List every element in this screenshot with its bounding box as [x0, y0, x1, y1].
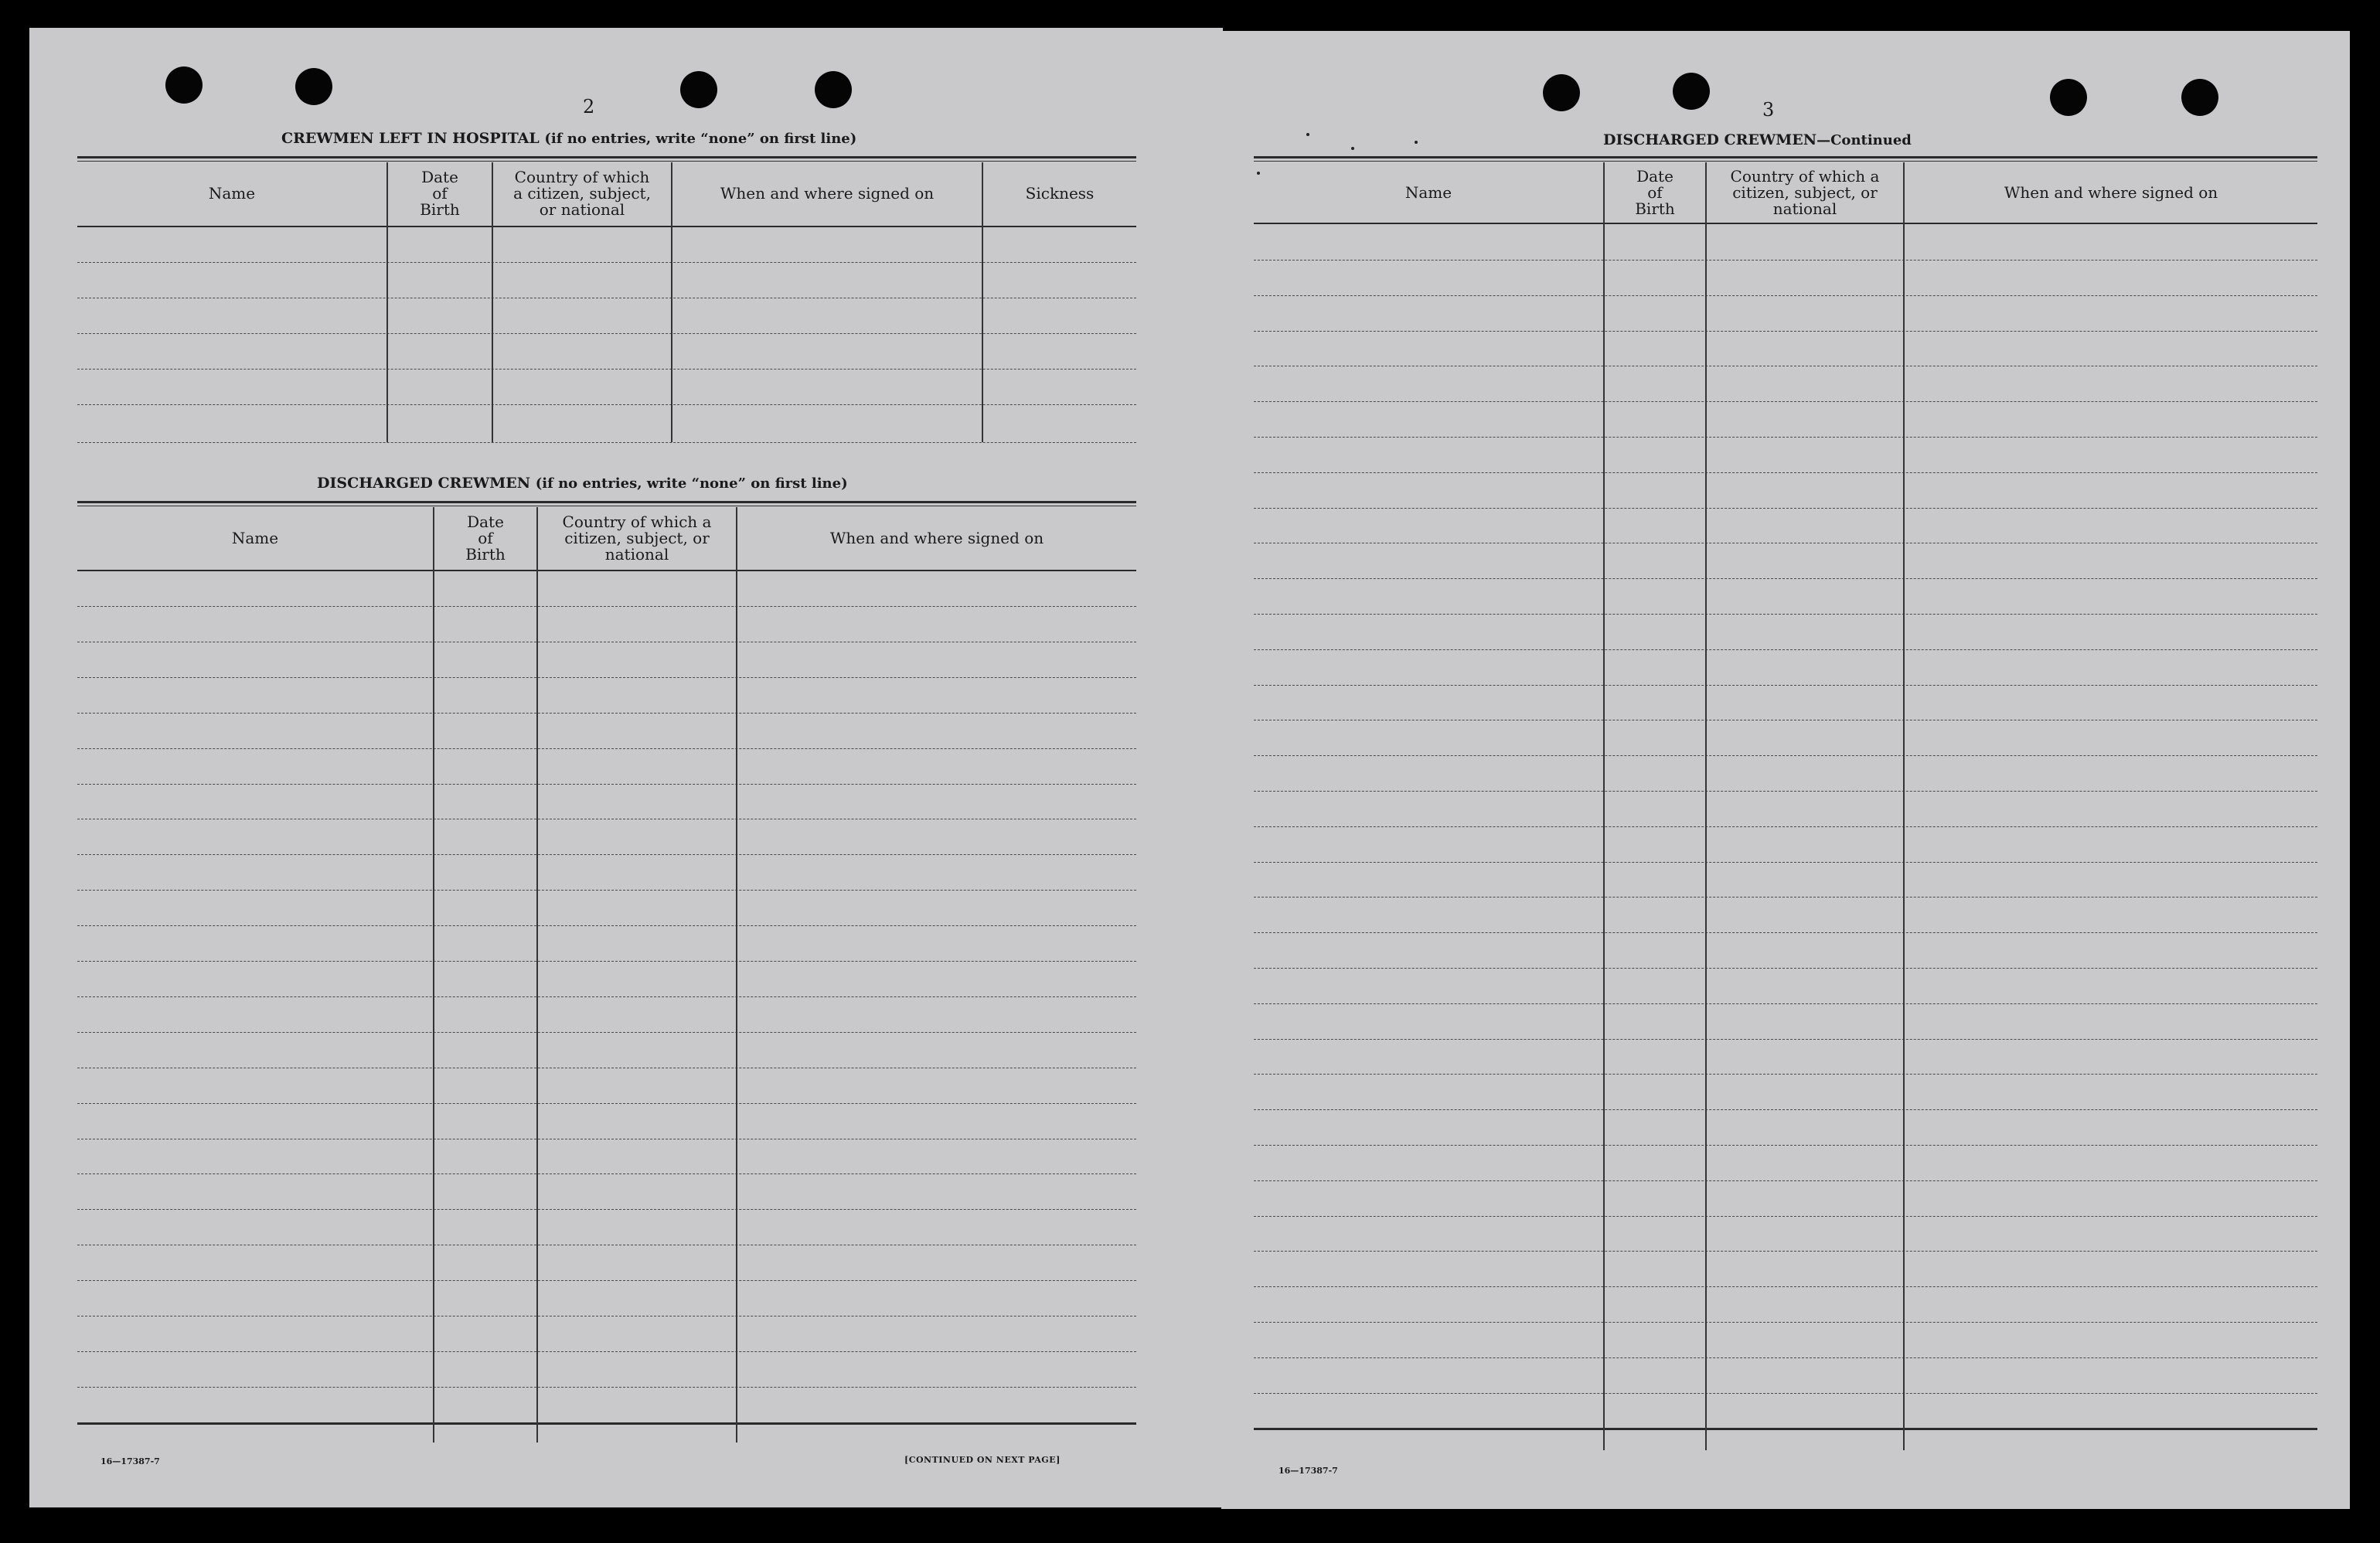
punch-hole-icon [815, 71, 852, 108]
table-row[interactable] [77, 713, 1136, 714]
table-row[interactable] [77, 404, 1136, 405]
column-header-signed-on: When and where signed on [2004, 182, 2218, 202]
hospital-table [77, 156, 1136, 451]
column-header-signed-on: When and where signed on [829, 528, 1044, 547]
table-row[interactable] [1254, 1251, 2317, 1252]
table-row[interactable] [77, 1032, 1136, 1033]
table-row[interactable] [1254, 578, 2317, 579]
column-header-country: Country of which a citizen, subject, or national [562, 512, 712, 564]
discharged-section-title [317, 475, 848, 492]
table-row[interactable] [77, 606, 1136, 607]
table-row[interactable] [77, 1387, 1136, 1388]
table-row[interactable] [1254, 1109, 2317, 1110]
table-row[interactable] [1254, 649, 2317, 650]
table-row[interactable] [1254, 1393, 2317, 1394]
table-row[interactable] [77, 854, 1136, 855]
discharged-table [77, 501, 1136, 1449]
table-row[interactable] [77, 1280, 1136, 1281]
page-number: 3 [1762, 99, 1775, 121]
column-header-name: Name [208, 183, 256, 203]
table-row[interactable] [1254, 1322, 2317, 1323]
table-row[interactable] [1254, 826, 2317, 827]
table-row[interactable] [77, 784, 1136, 785]
table-row[interactable] [1254, 1003, 2317, 1004]
table-row[interactable] [77, 1422, 1136, 1425]
table-row[interactable] [1254, 260, 2317, 261]
table-row[interactable] [77, 890, 1136, 891]
table-row[interactable] [1254, 755, 2317, 756]
table-row[interactable] [1254, 1357, 2317, 1358]
right-page [1221, 31, 2350, 1509]
table-row[interactable] [1254, 614, 2317, 615]
table-row[interactable] [77, 369, 1136, 370]
table-row[interactable] [1254, 932, 2317, 933]
table-row[interactable] [77, 333, 1136, 334]
table-row[interactable] [1254, 1286, 2317, 1287]
punch-hole-icon [2050, 79, 2087, 116]
hospital-section-title [281, 130, 856, 147]
table-row[interactable] [77, 1351, 1136, 1352]
table-row[interactable] [1254, 1074, 2317, 1075]
table-row[interactable] [1254, 685, 2317, 686]
discharged-continued-title-note: —Continued [1816, 132, 1912, 148]
discharged-title-text: DISCHARGED CREWMEN [317, 475, 531, 492]
table-row[interactable] [77, 996, 1136, 997]
table-row[interactable] [1254, 968, 2317, 969]
table-row[interactable] [77, 677, 1136, 678]
discharged-continued-table [1254, 156, 2317, 1456]
discharged-continued-title-text: DISCHARGED CREWMEN [1603, 131, 1817, 148]
table-row[interactable] [1254, 1428, 2317, 1430]
column-header-country: Country of which a citizen, subject, or national [513, 167, 651, 219]
table-row[interactable] [1254, 508, 2317, 509]
punch-hole-icon [295, 68, 332, 105]
page-number: 2 [583, 96, 595, 118]
table-row[interactable] [1254, 437, 2317, 438]
table-row[interactable] [1254, 897, 2317, 898]
punch-hole-icon [1673, 73, 1710, 110]
column-header-name: Name [231, 528, 279, 547]
table-row[interactable] [1254, 472, 2317, 473]
table-row[interactable] [77, 748, 1136, 749]
table-row[interactable] [1254, 331, 2317, 332]
punch-hole-icon [2181, 79, 2218, 116]
column-header-date-of-birth: Date of Birth [420, 167, 460, 219]
column-header-name: Name [1405, 182, 1452, 202]
column-header-sickness: Sickness [1025, 183, 1095, 203]
discharged-title-note: (if no entries, write “none” on first line) [535, 475, 848, 492]
hospital-title-text: CREWMEN LEFT IN HOSPITAL [281, 130, 540, 147]
column-header-country: Country of which a citizen, subject, or national [1730, 166, 1880, 218]
table-row[interactable] [1254, 862, 2317, 863]
table-row[interactable] [77, 262, 1136, 263]
table-row[interactable] [77, 1103, 1136, 1104]
column-header-signed-on: When and where signed on [720, 183, 935, 203]
table-row[interactable] [1254, 401, 2317, 402]
punch-hole-icon [165, 66, 203, 104]
table-row[interactable] [77, 925, 1136, 926]
table-row[interactable] [77, 442, 1136, 443]
table-row[interactable] [77, 1173, 1136, 1174]
table-row[interactable] [1254, 1145, 2317, 1146]
column-header-date-of-birth: Date of Birth [465, 512, 506, 564]
left-page [29, 28, 1223, 1507]
table-row[interactable] [77, 961, 1136, 962]
column-header-date-of-birth: Date of Birth [1635, 166, 1675, 218]
form-code: 16—17387-7 [1279, 1466, 1338, 1476]
table-row[interactable] [1254, 791, 2317, 792]
punch-hole-icon [680, 71, 717, 108]
table-row[interactable] [1254, 1180, 2317, 1181]
table-row[interactable] [77, 1209, 1136, 1210]
table-row[interactable] [1254, 295, 2317, 296]
table-row[interactable] [1254, 1216, 2317, 1217]
punch-hole-icon [1543, 74, 1580, 111]
discharged-continued-title [1603, 131, 1912, 148]
hospital-title-note: (if no entries, write “none” on first line) [544, 131, 857, 147]
continued-note: [CONTINUED ON NEXT PAGE] [904, 1455, 1061, 1465]
form-code: 16—17387-7 [100, 1456, 160, 1466]
table-row[interactable] [1254, 1039, 2317, 1040]
